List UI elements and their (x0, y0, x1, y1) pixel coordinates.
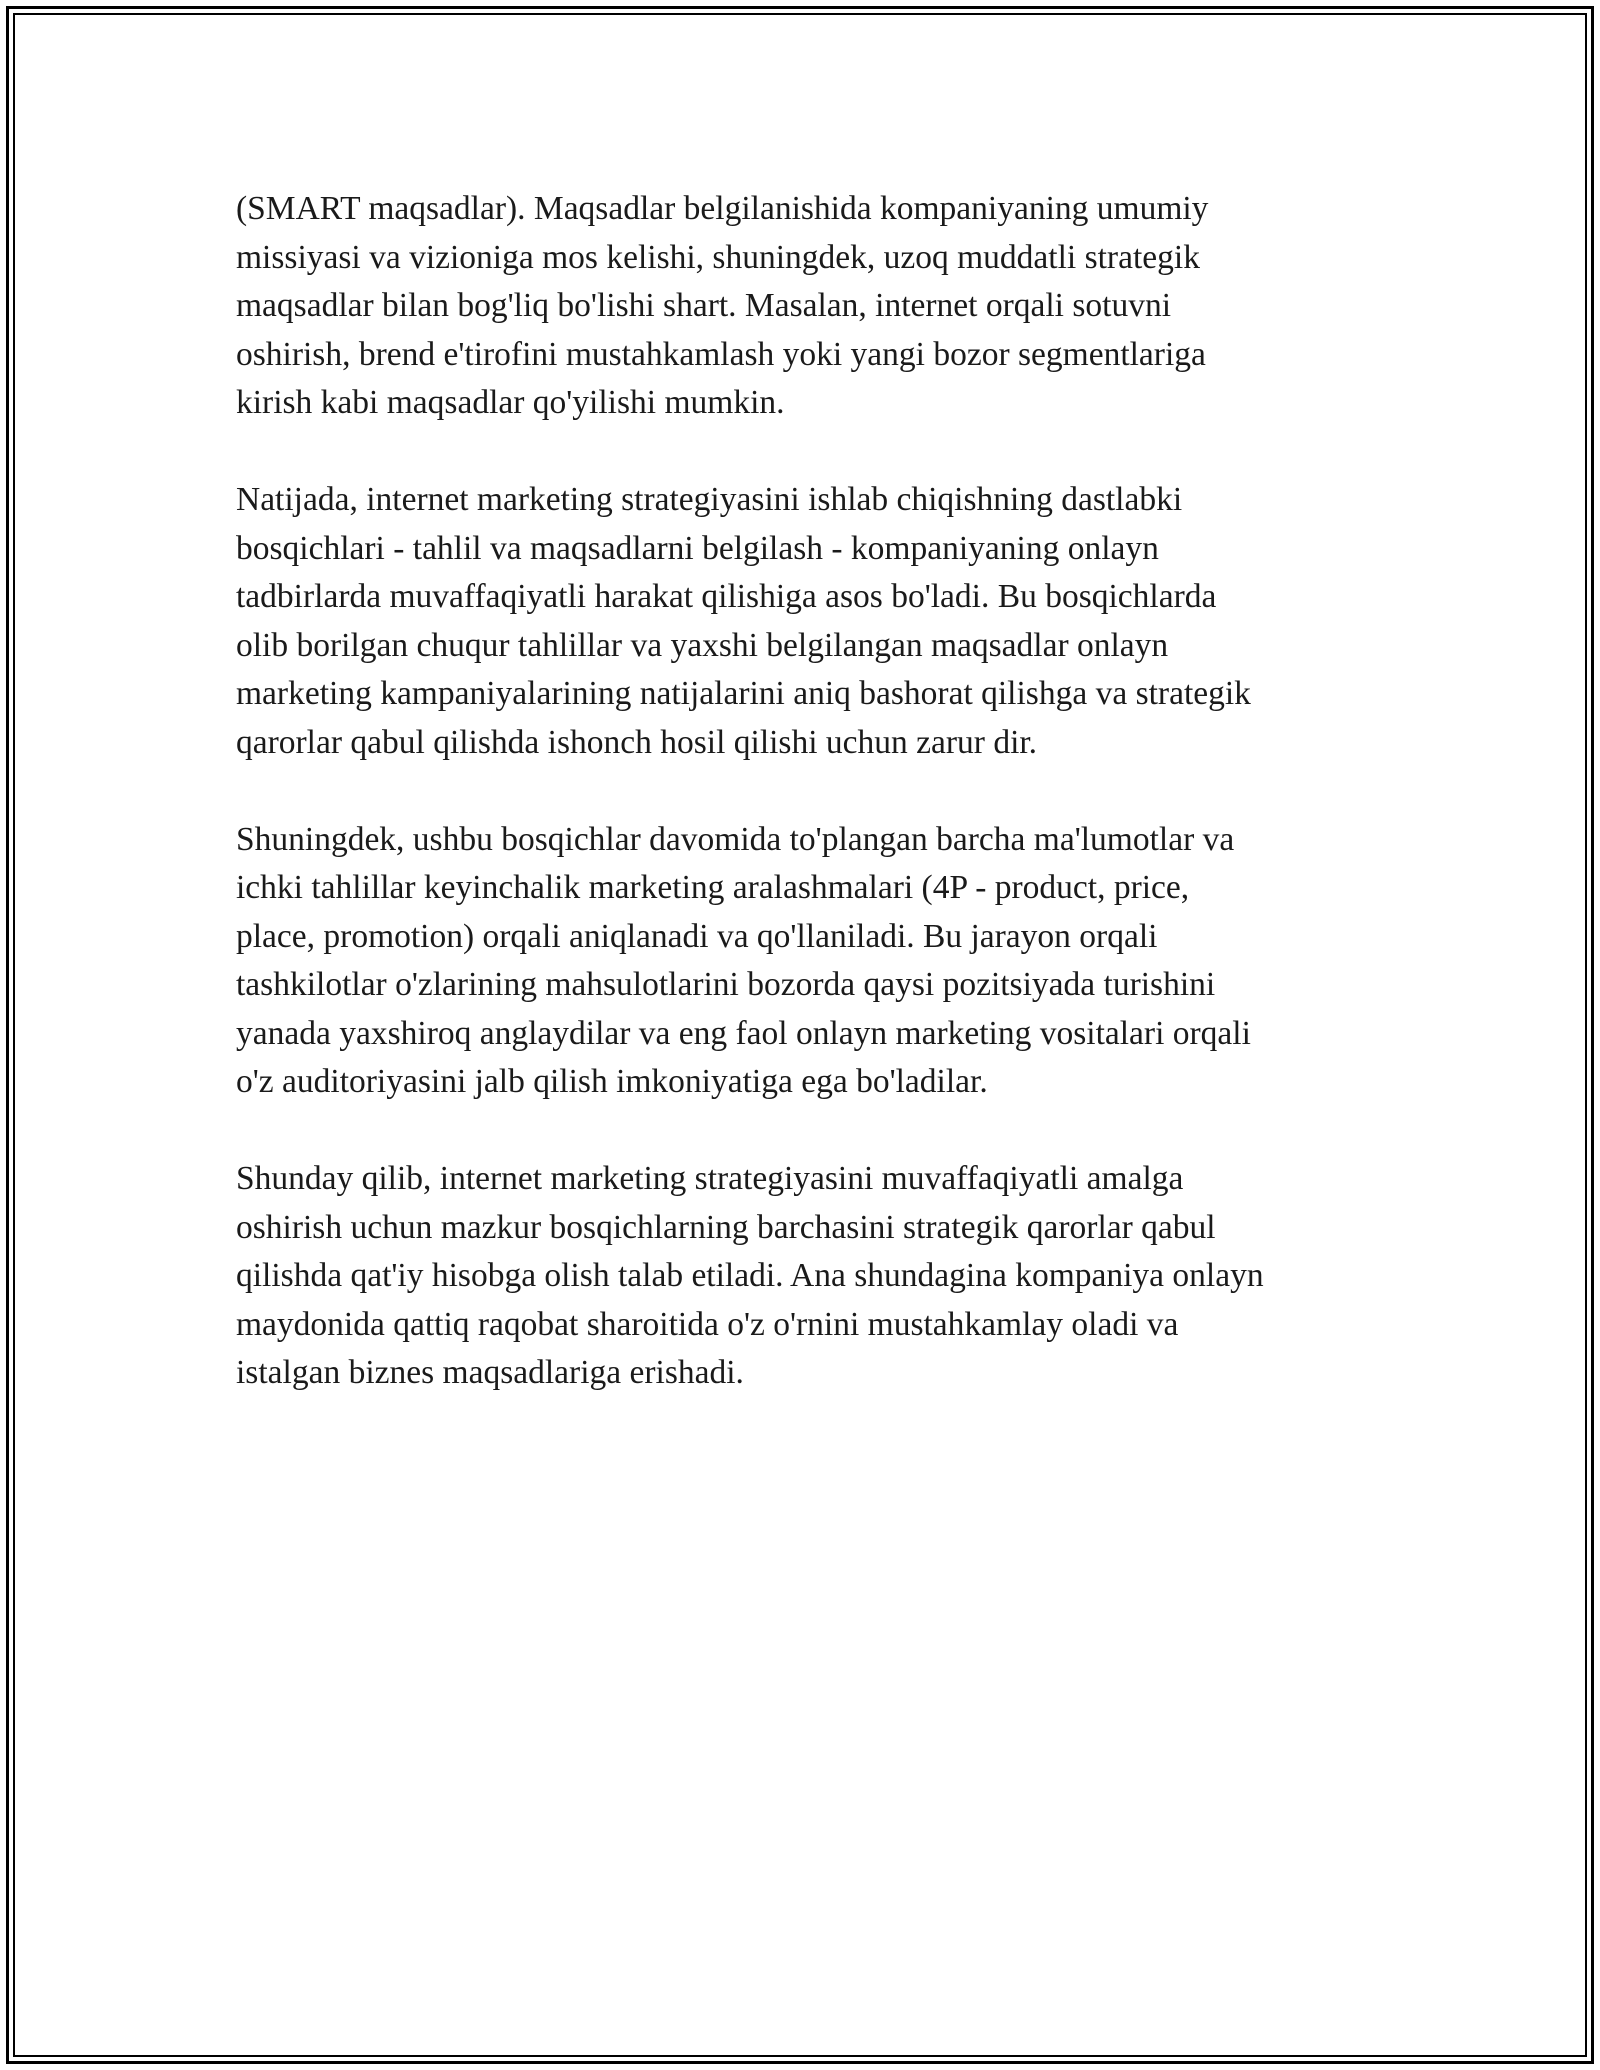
text-line: yanada yaxshiroq anglaydilar va eng faol onlayn marketing vositalari orqali (236, 1014, 1251, 1052)
paragraph-shunday-qilib (236, 1155, 1386, 1398)
text-line: o'z auditoriyasini jalb qilish imkoniyatiga ega bo'ladilar. (236, 1063, 988, 1100)
paragraph-smart-goals (236, 185, 1386, 428)
text-line: tadbirlarda muvaffaqiyatli harakat qilishiga asos bo'ladi. Bu bosqichlarda (236, 578, 1217, 615)
text-line: Natijada, internet marketing strategiyasini ishlab chiqishning dastlabki (236, 481, 1183, 518)
text-line: ichki tahlillar keyinchalik marketing aralashmalari (4P - product, price, (236, 869, 1190, 906)
text-line: maydonida qattiq raqobat sharoitida o'z o'rnini mustahkamlay oladi va (236, 1305, 1179, 1343)
text-line: qarorlar qabul qilishda ishonch hosil qilishi uchun zarur dir. (236, 723, 1038, 761)
text-line: oshirish uchun mazkur bosqichlarning barchasini strategik qarorlar qabul (236, 1208, 1216, 1246)
text-line: qilishda qat'iy hisobga olish talab etiladi. Ana shundagina kompaniya onlayn (236, 1257, 1264, 1294)
paragraph-natijada (236, 476, 1386, 767)
text-line: Shunday qilib, internet marketing strategiyasini muvaffaqiyatli amalga (236, 1160, 1184, 1197)
text-line: missiyasi va vizioniga mos kelishi, shuningdek, uzoq muddatli strategik (236, 238, 1200, 276)
text-line: olib borilgan chuqur tahlillar va yaxshi belgilangan maqsadlar onlayn (236, 626, 1169, 664)
text-line: istalgan biznes maqsadlariga erishadi. (236, 1354, 744, 1391)
text-line: maqsadlar bilan bog'liq bo'lishi shart. Masalan, internet orqali sotuvni (236, 287, 1172, 324)
text-line: tashkilotlar o'zlarining mahsulotlarini bozorda qaysi pozitsiyada turishini (236, 966, 1216, 1003)
document-body (236, 185, 1386, 1446)
text-line: (SMART maqsadlar). Maqsadlar belgilanishida kompaniyaning umumiy (236, 190, 1209, 227)
text-line: kirish kabi maqsadlar qo'yilishi mumkin. (236, 384, 785, 421)
text-line: marketing kampaniyalarining natijalarini aniq bashorat qilishga va strategik (236, 675, 1251, 712)
paragraph-shuningdek (236, 816, 1386, 1107)
text-line: place, promotion) orqali aniqlanadi va qo'llaniladi. Bu jarayon orqali (236, 917, 1158, 955)
text-line: Shuningdek, ushbu bosqichlar davomida to'plangan barcha ma'lumotlar va (236, 820, 1235, 858)
text-line: bosqichlari - tahlil va maqsadlarni belgilash - kompaniyaning onlayn (236, 529, 1159, 567)
text-line: oshirish, brend e'tirofini mustahkamlash yoki yangi bozor segmentlariga (236, 335, 1206, 373)
